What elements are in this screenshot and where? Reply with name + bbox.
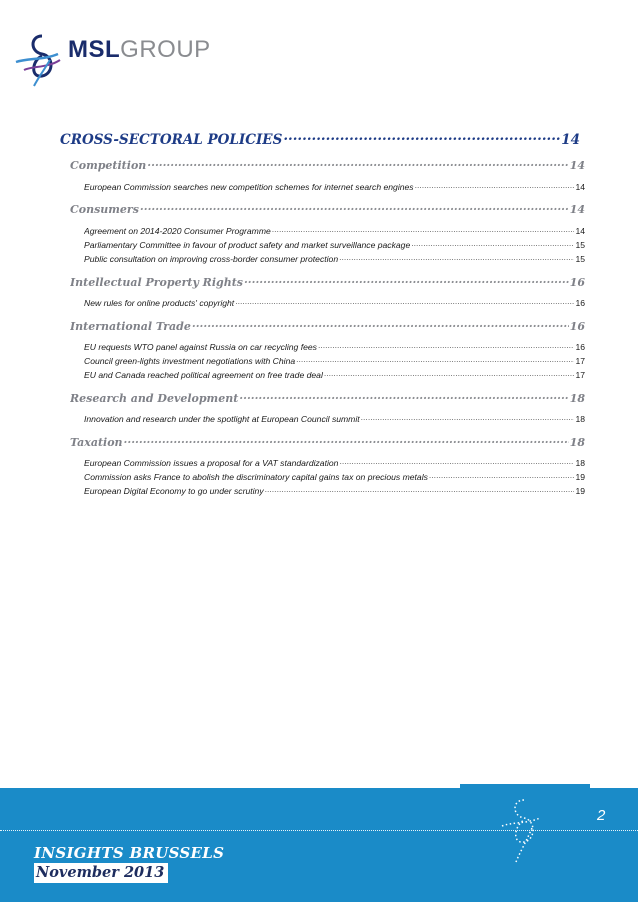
toc-entry[interactable]: European Commission searches new competition schemes for internet search engines ..... 14 bbox=[84, 181, 585, 194]
toc-entry[interactable]: European Commission issues a proposal for a VAT standardization ..... 18 bbox=[84, 457, 585, 470]
toc-section[interactable]: Competition ..... 14 bbox=[70, 158, 585, 174]
toc-entry[interactable]: Public consultation on improving cross-border consumer protection ..... 15 bbox=[84, 253, 585, 266]
toc-entry[interactable]: EU requests WTO panel against Russia on car recycling fees ..... 16 bbox=[84, 341, 585, 354]
toc-entry[interactable]: Council green-lights investment negotiations with China ..... 17 bbox=[84, 355, 585, 368]
toc-entry[interactable]: EU and Canada reached political agreement on free trade deal ..... 17 bbox=[84, 369, 585, 382]
publication-title: INSIGHTS BRUSSELS bbox=[34, 844, 225, 862]
toc-section[interactable]: Intellectual Property Rights ..... 16 bbox=[70, 275, 585, 291]
toc-section[interactable]: Research and Development ..... 18 bbox=[70, 391, 585, 407]
toc-section[interactable]: International Trade ..... 16 bbox=[70, 319, 585, 335]
toc-entry[interactable]: European Digital Economy to go under scrutiny ..... 19 bbox=[84, 485, 585, 498]
toc-section[interactable]: Taxation ..... 18 bbox=[70, 435, 585, 451]
toc-entry[interactable]: Parliamentary Committee in favour of product safety and market surveillance package ..... 15 bbox=[84, 239, 585, 252]
toc-section[interactable]: Consumers ..... 14 bbox=[70, 202, 585, 218]
publication-date: November 2013 bbox=[34, 863, 168, 883]
toc-entry[interactable]: Commission asks France to abolish the discriminatory capital gains tax on precious metals ..... 19 bbox=[84, 471, 585, 484]
toc-entry[interactable]: Agreement on 2014-2020 Consumer Programme ..... 14 bbox=[84, 225, 585, 238]
page-footer bbox=[0, 788, 638, 902]
figure-eight-icon bbox=[14, 30, 68, 90]
page-number: 2 bbox=[597, 807, 606, 824]
logo-wordmark: MSLGROUP bbox=[68, 36, 211, 63]
msl-group-logo bbox=[14, 30, 211, 100]
toc-entry[interactable]: Innovation and research under the spotlight at European Council summit ..... 18 bbox=[84, 413, 585, 426]
toc-entry[interactable]: New rules for online products' copyright ..... 16 bbox=[84, 297, 585, 310]
figure-eight-icon bbox=[500, 796, 550, 866]
toc-main-heading[interactable]: CROSS-SECTORAL POLICIES ..... 14 bbox=[60, 130, 580, 148]
